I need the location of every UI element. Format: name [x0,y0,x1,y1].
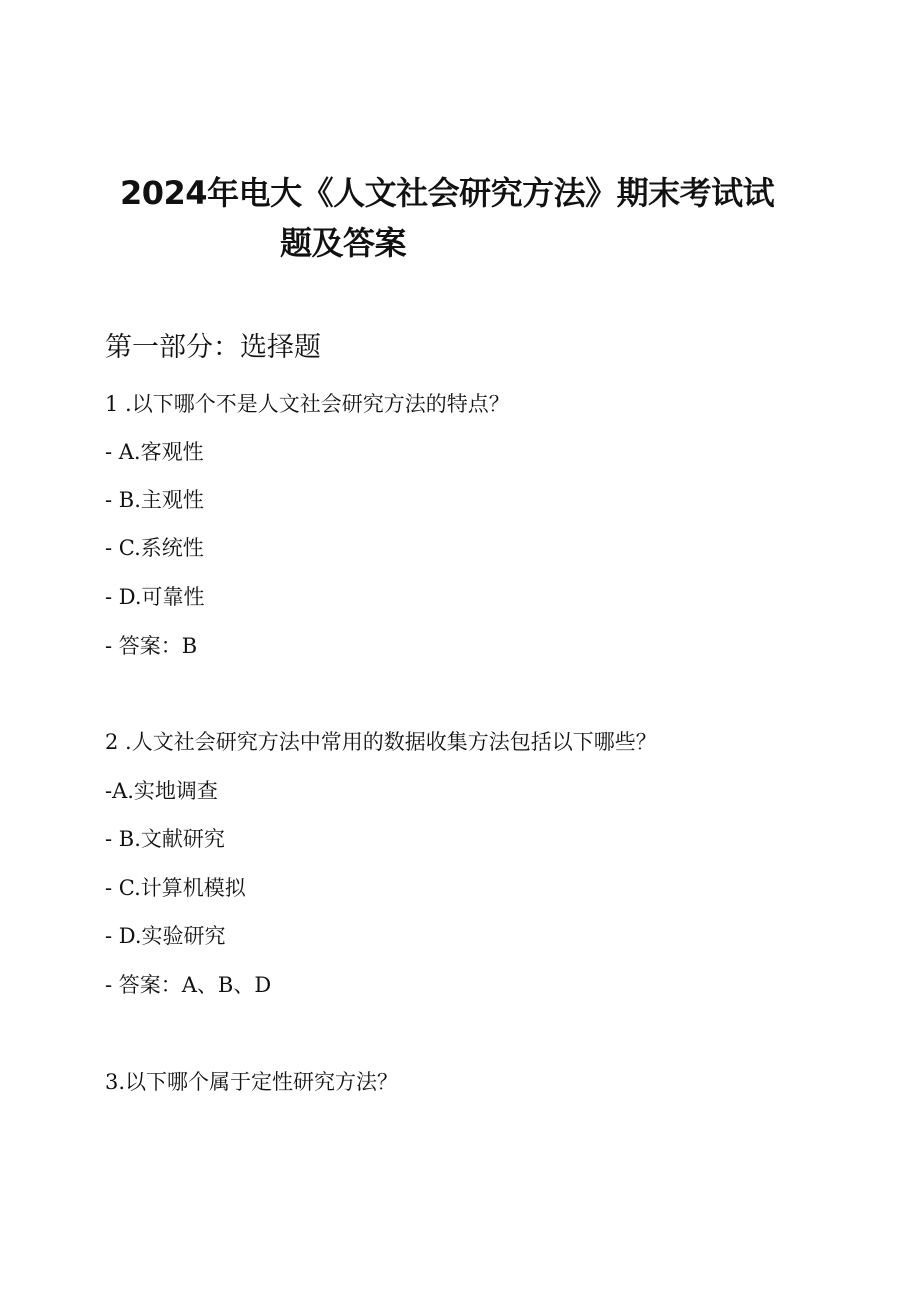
document-title [120,168,820,268]
document-title-line-2: 题及答案 [280,224,407,262]
question-3-text: 3.以下哪个属于定性研究方法？ [105,1070,399,1094]
question-2-answer: - 答案：A、B、D [105,973,272,997]
question-1-option-c: - C.系统性 [105,536,204,560]
question-2-option-a: -A.实地调查 [105,779,218,803]
question-2-option-d: - D.实验研究 [105,924,226,948]
question-1-option-d: - D.可靠性 [105,585,205,609]
question-2-option-b: - B.文献研究 [105,827,225,851]
question-1-answer: - 答案：B [105,634,198,658]
question-1-text: 1 .以下哪个不是人文社会研究方法的特点？ [105,392,510,416]
document-title-line-1: 2024年电大《人文社会研究方法》期末考试试 [120,174,775,212]
question-1-option-a: - A.客观性 [105,440,204,464]
question-1-option-b: - B.主观性 [105,488,204,512]
question-2-text: 2 .人文社会研究方法中常用的数据收集方法包括以下哪些？ [105,730,657,754]
section-heading: 第一部分：选择题 [105,332,321,363]
question-2-option-c: - C.计算机模拟 [105,876,246,900]
